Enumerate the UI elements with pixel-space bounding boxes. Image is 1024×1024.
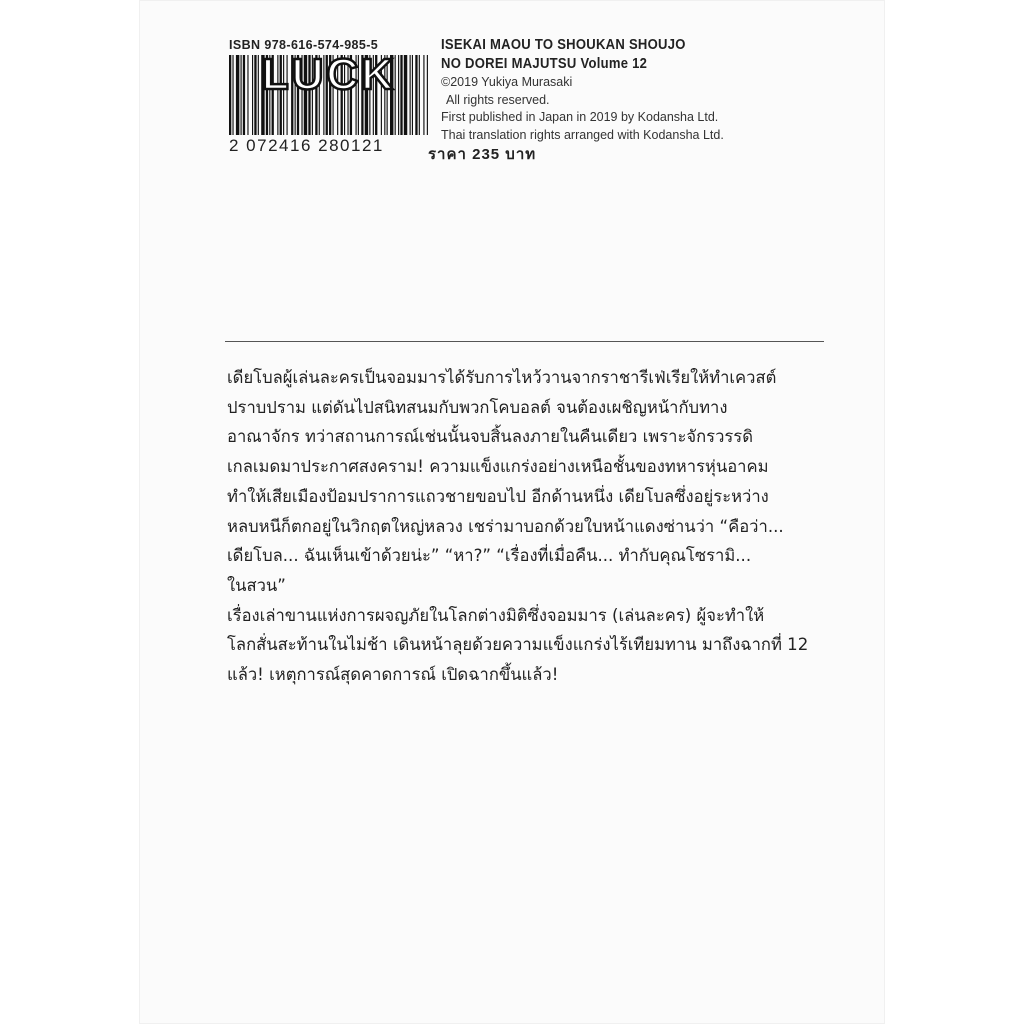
synopsis-line: เรื่องเล่าขานแห่งการผจญภัยในโลกต่างมิติซึ่งจอมมาร (เล่นละคร) ผู้จะทำให้	[227, 605, 765, 625]
synopsis-line: อาณาจักร ทว่าสถานการณ์เช่นนั้นจบสิ้นลงภายในคืนเดียว เพราะจักรวรรดิ	[227, 427, 753, 447]
section-divider	[225, 341, 824, 342]
synopsis-line: หลบหนีก็ตกอยู่ในวิกฤตใหญ่หลวง เชร่ามาบอกด้วยใบหน้าแดงซ่านว่า “คือว่า...	[227, 516, 784, 536]
barcode-digits: 2 072416 280121	[229, 136, 384, 155]
first-published-line: First published in Japan in 2019 by Kodansha Ltd.	[441, 110, 719, 124]
synopsis-line: ในสวน”	[227, 575, 286, 595]
barcode-brand-logo: LUCK	[261, 55, 397, 99]
price-line: ราคา 235 บาท	[428, 146, 537, 163]
translation-rights-line: Thai translation rights arranged with Kodansha Ltd.	[441, 127, 724, 142]
synopsis	[227, 363, 827, 690]
synopsis-line: เกลเมดมาประกาศสงคราม! ความแข็งแกร่งอย่างเหนือชั้นของทหารหุ่นอาคม	[227, 457, 769, 477]
synopsis-line: เดียโบลผู้เล่นละครเป็นจอมมารได้รับการไหว้วานจากราชารีเฟ่เรียให้ทำเควสต์	[227, 368, 777, 387]
synopsis-line: ปราบปราม แต่ดันไปสนิทสนมกับพวกโคบอลต์ จนต้องเผชิญหน้ากับทาง	[227, 397, 728, 417]
book-title-line-2: NO DOREI MAJUTSU Volume 12	[441, 56, 648, 72]
synopsis-paragraph-1	[227, 363, 827, 601]
rights-line: All rights reserved.	[446, 92, 550, 107]
synopsis-line: เดียโบล... ฉันเห็นเข้าด้วยน่ะ” “หา?” “เรื่องที่เมื่อคืน... ทำกับคุณโซรามิ...	[227, 546, 752, 566]
book-title-line-1: ISEKAI MAOU TO SHOUKAN SHOUJO	[441, 37, 686, 53]
synopsis-paragraph-2	[227, 601, 827, 690]
barcode	[229, 55, 429, 135]
synopsis-line: ทำให้เสียเมืองป้อมปราการแถวชายขอบไป อีกด้านหนึ่ง เดียโบลซึ่งอยู่ระหว่าง	[227, 486, 769, 506]
publication-info	[428, 36, 841, 164]
synopsis-line: แล้ว! เหตุการณ์สุดคาดการณ์ เปิดฉากขึ้นแล้ว!	[227, 665, 559, 685]
copyright-line: ©2019 Yukiya Murasaki	[441, 75, 573, 89]
barcode-graphic	[229, 55, 429, 135]
synopsis-line: โลกสั่นสะท้านในไม่ช้า เดินหน้าลุยด้วยความแข็งแกร่งไร้เทียมทาน มาถึงฉากที่ 12	[227, 635, 809, 655]
isbn-label: ISBN 978-616-574-985-5	[229, 38, 379, 52]
